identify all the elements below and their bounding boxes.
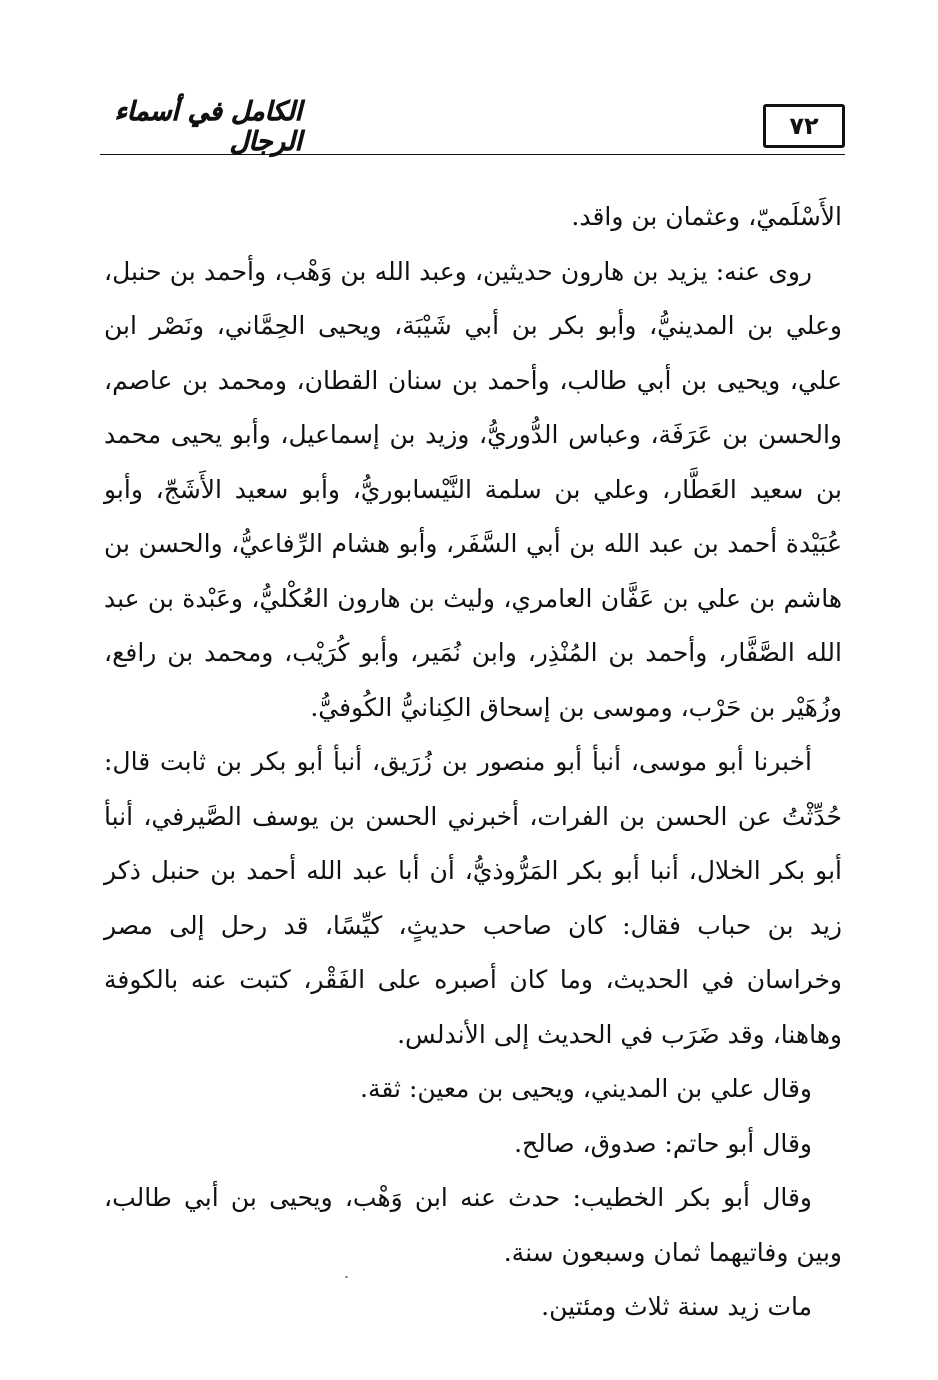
paragraph-narrators: روى عنه: يزيد بن هارون حديثين، وعبد الله بن وَهْب، وأحمد بن حنبل، وعلي بن المدينيُّ، وأبو بكر بن أبي شَيْبَة، ويحيى الحِمَّاني، ونَصْر ابن علي، ويحيى بن أبي طالب، وأحمد بن سنان القطان، ومحمد بن عاصم، والحسن بن عَرَفَة، وعباس الدُّوريُّ، وزيد بن إسماعيل، وأبو يحيى محمد بن سعيد العَطَّار، وعلي بن سلمة النَّيْسابوريُّ، وأبو سعيد الأَشَجّ، وأبو عُبَيْدة أحمد بن عبد الله بن أبي السَّفَر، وأبو هشام الرِّفاعيُّ، والحسن بن هاشم بن علي بن عَفَّان العامري، وليث بن هارون العُكْليُّ، وعَبْدة بن عبد الله الصَّفَّار، وأحمد بن المُنْذِر، وابن نُمَير، وأبو كُرَيْب، ومحمد بن رافع، وزُهَيْر بن حَرْب، وموسى بن إسحاق الكِنانيُّ الكُوفيُّ.	[104, 256, 842, 722]
ink-speck	[345, 1276, 348, 1278]
page-body	[104, 190, 842, 1335]
header-rule	[100, 154, 845, 155]
paragraph-continuation: الأَسْلَميّ، وعثمان بن واقد.	[571, 202, 842, 231]
paragraph-death: مات زيد سنة ثلاث ومئتين.	[541, 1292, 812, 1321]
paragraph-abu-hatim: وقال أبو حاتم: صدوق، صالح.	[514, 1128, 812, 1158]
page-header	[100, 98, 845, 160]
paragraph-khatib: وقال أبو بكر الخطيب: حدث عنه ابن وَهْب، ويحيى بن أبي طالب، وبين وفاتيهما ثمان وسبعون سنة.	[104, 1183, 842, 1267]
paragraph-isnad: أخبرنا أبو موسى، أنبأ أبو منصور بن زُرَيق، أنبأ أبو بكر بن ثابت قال: حُدِّثْتُ عن الحسن بن الفرات، أخبرني الحسن بن يوسف الصَّيرفي، أنبأ أبو بكر الخلال، أنبا أبو بكر المَرُّوذيُّ، أن أبا عبد الله أحمد بن حنبل ذكر زيد بن حباب فقال: كان صاحب حديثٍ، كيِّسًا، قد رحل إلى مصر وخراسان في الحديث، وما كان أصبره على الفَقْر، كتبت عنه بالكوفة وهاهنا، وقد ضَرَب في الحديث إلى الأندلس.	[104, 747, 842, 1049]
running-title-logo: الكامل في أسماء الرجال	[114, 97, 302, 157]
paragraph-ibn-madini: وقال علي بن المديني، ويحيى بن معين: ثقة.	[360, 1074, 812, 1103]
page-number: ٧٢	[763, 104, 845, 148]
